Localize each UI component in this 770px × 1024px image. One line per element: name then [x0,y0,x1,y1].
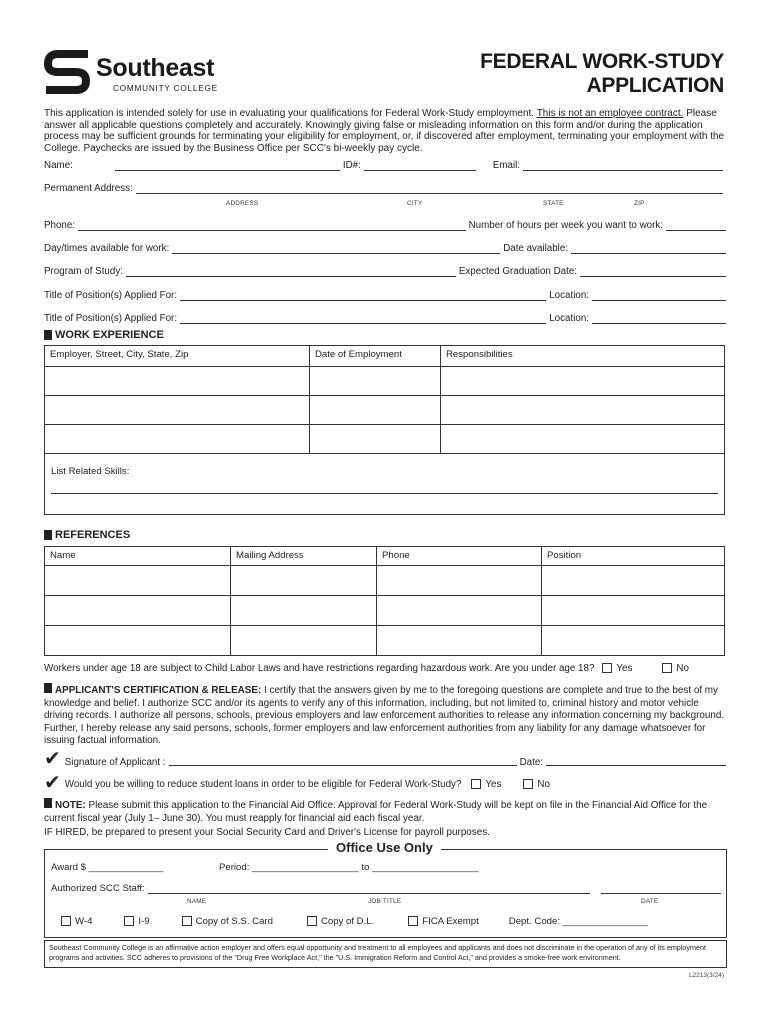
skills-cell[interactable] [45,454,725,515]
certification-text: I certify that the answers given by me to the foregoing questions are complete and true to the best of my knowledge and belief. I authorize SCC and/or its agents to verify any of this information, including, but not limited to, criminal history and motor vehicle driving records. I authorize all persons, schools, previous employers and law enforcement authorities to release any information concerning my background. Further, I hereby release any said persons, schools, former employers and law enforcement authorities from any liability for any damage whatsoever for issuing factual information. [44,685,725,747]
table-cell[interactable] [377,626,542,656]
city-sublabel: CITY [407,200,423,207]
age-yes-option[interactable] [602,663,632,674]
work-col-employer: Employer, Street, City, State, Zip [45,346,310,367]
loans-no-checkbox[interactable] [523,779,533,789]
program-row [44,266,726,277]
table-cell[interactable] [45,367,310,396]
intro-paragraph [44,108,728,154]
address-row [44,183,726,194]
loans-yes-checkbox[interactable] [471,779,481,789]
office-use-box [44,840,727,938]
skills-line [51,493,718,494]
ref-col-phone: Phone [377,547,542,566]
availability-row [44,243,726,254]
loans-yes-option[interactable] [471,779,501,790]
permanent-address-label: Permanent Address: [44,183,133,194]
zip-sublabel: ZIP [634,200,645,207]
section-marker-icon [44,683,52,693]
w4-label: W-4 [75,916,93,927]
table-row [45,626,725,656]
work-col-responsibilities: Responsibilities [441,346,725,367]
ss-card-option[interactable] [182,916,273,927]
table-cell[interactable] [377,596,542,626]
intro-text-1: This application is intended solely for use in evaluating your qualifications for Federal Work-Study employment. [44,108,535,119]
date-available-field[interactable] [571,243,726,254]
position-field-1[interactable] [180,290,546,301]
office-date-sublabel: DATE [641,898,659,905]
loans-question: Would you be willing to reduce student loans in order to be eligible for Federal Work-Study? [64,779,462,790]
signature-field[interactable] [169,755,517,766]
skills-label: List Related Skills: [51,466,130,477]
location-field-2[interactable] [592,313,726,324]
loans-yes-label: Yes [485,779,502,790]
name-row [44,160,726,171]
table-cell[interactable] [310,396,441,425]
hours-field[interactable] [666,220,726,231]
days-label: Day/times available for work: [44,243,170,254]
email-field[interactable] [523,160,723,171]
section-marker-icon [44,530,52,540]
dl-label: Copy of D.L. [320,916,375,927]
hours-label: Number of hours per week you want to work: [468,220,663,231]
award-field[interactable]: Award $ ______________ [51,862,164,873]
dl-checkbox[interactable] [307,916,317,926]
email-label: Email: [492,160,521,171]
table-cell[interactable] [377,566,542,596]
age-no-option[interactable] [662,663,689,674]
fica-checkbox[interactable] [408,916,418,926]
logo-subtitle: COMMUNITY COLLEGE [113,84,218,93]
intro-underlined: This is not an employee contract. [536,108,684,119]
position-row-2 [44,313,726,324]
i9-checkbox[interactable] [124,916,134,926]
name-field[interactable] [115,160,340,171]
table-row [45,425,725,454]
signature-date-label: Date: [519,757,543,768]
position-field-2[interactable] [180,313,546,324]
note-text: Please submit this application to the Financial Aid Office. Approval for Federal Work-Study will be kept on file in the Financial Aid Office for the current fiscal year (July 1– June 30). You must reapply for financial aid each fiscal year. [44,800,708,824]
fica-option[interactable] [408,916,479,927]
position-label-1: Title of Position(s) Applied For: [44,290,178,301]
office-use-heading: Office Use Only [328,840,441,855]
age-yes-checkbox[interactable] [602,663,612,673]
i9-option[interactable] [124,916,149,927]
table-cell[interactable] [542,596,725,626]
table-cell[interactable] [231,596,377,626]
signature-date-field[interactable] [546,755,726,766]
ss-card-checkbox[interactable] [182,916,192,926]
footer-disclaimer: Southeast Community College is an affirmative action employer and offers equal opportunity and treatment to all employees and applicants and does not discriminate in the operation of any of its employment programs and activities. SCC adheres to provisions of the "Drug Free Workplace Act," the "U.S. Immigration Reform and Control Act," and provides a smoke-free work environment. [44,940,727,968]
position-row-1 [44,290,726,301]
permanent-address-field[interactable] [136,183,723,194]
name-label: Name: [44,160,73,171]
age-no-checkbox[interactable] [662,663,672,673]
staff-name-field[interactable] [148,883,590,894]
skills-row [45,454,725,515]
i9-label: I-9 [138,916,150,927]
table-cell[interactable] [231,566,377,596]
title-line-2: APPLICATION [586,74,724,97]
table-row [45,396,725,425]
logo-name: Southeast [96,54,215,82]
college-logo-mark [44,48,90,96]
table-cell[interactable] [441,396,725,425]
location-label-2: Location: [549,313,589,324]
graduation-field[interactable] [580,266,726,277]
table-cell[interactable] [45,566,231,596]
references-heading [44,529,130,541]
age-yes-label: Yes [616,663,633,674]
phone-row [44,220,726,231]
program-field[interactable] [126,266,456,277]
fica-label: FICA Exempt [422,916,479,927]
loans-question-row [44,774,550,792]
hired-note: IF HIRED, be prepared to present your Social Security Card and Driver's License for payroll purposes. [44,827,490,838]
table-row [45,596,725,626]
certification-heading: APPLICANT'S CERTIFICATION & RELEASE: [55,685,262,696]
section-marker-icon [44,330,52,340]
w4-option[interactable] [61,916,92,927]
phone-field[interactable] [78,220,466,231]
office-name-sublabel: NAME [187,898,207,905]
id-label: ID#: [342,160,361,171]
position-label-2: Title of Position(s) Applied For: [44,313,178,324]
page-title [480,50,724,98]
dept-code-field[interactable]: Dept. Code: ________________ [508,916,649,927]
work-experience-title: WORK EXPERIENCE [55,329,164,341]
form-number: L2213(3/24) [688,972,724,979]
date-available-label: Date available: [503,243,568,254]
note-paragraph [44,798,728,825]
certification-paragraph [44,683,728,748]
work-experience-table [44,345,725,515]
checkmark-icon: ✔ [44,748,61,770]
ref-col-address: Mailing Address [231,547,377,566]
title-line-1: FEDERAL WORK-STUDY [480,50,724,73]
phone-label: Phone: [44,220,76,231]
age-question: Workers under age 18 are subject to Child Labor Laws and have restrictions regarding hazardous work. Are you under age 18? [44,663,595,674]
table-cell[interactable] [231,626,377,656]
id-field[interactable] [364,160,476,171]
table-row [45,367,725,396]
section-marker-icon [44,798,52,808]
state-sublabel: STATE [543,200,564,207]
w4-checkbox[interactable] [61,916,71,926]
ss-card-label: Copy of S.S. Card [195,916,273,927]
location-field-1[interactable] [592,290,726,301]
age-no-label: No [676,663,689,674]
ref-col-name: Name [45,547,231,566]
references-table [44,546,725,656]
location-label-1: Location: [549,290,589,301]
staff-date-field[interactable] [601,883,721,894]
table-cell[interactable] [45,425,310,454]
references-title: REFERENCES [55,529,131,541]
signature-row [44,750,726,768]
intro-text-2: Please answer all applicable questions completely and accurately. Knowingly giving false or misleading information on this form and/or during the application process may be sufficient grounds for terminating your eligibility for employment, or, if discovered after employment, terminating your employment with the College. Paychecks are issued by the Business Office per SCC's bi-weekly pay cycle. [44,108,725,154]
work-experience-heading [44,329,164,341]
ref-col-position: Position [542,547,725,566]
table-cell[interactable] [45,596,231,626]
loans-no-option[interactable] [523,779,550,790]
loans-no-label: No [537,779,550,790]
table-cell[interactable] [542,566,725,596]
table-cell[interactable] [441,367,725,396]
dl-option[interactable] [307,916,374,927]
office-checks-row [61,916,648,927]
table-cell[interactable] [45,626,231,656]
graduation-label: Expected Graduation Date: [458,266,577,277]
age-question-row [44,663,728,674]
table-cell[interactable] [441,425,725,454]
office-job-sublabel: JOB TITLE [368,898,402,905]
table-cell[interactable] [310,367,441,396]
table-row [45,566,725,596]
note-heading: NOTE: [55,800,86,811]
table-cell[interactable] [310,425,441,454]
signature-label: Signature of Applicant : [64,757,166,768]
staff-label: Authorized SCC Staff: [51,883,145,894]
staff-row [51,883,721,894]
table-cell[interactable] [542,626,725,656]
program-label: Program of Study: [44,266,123,277]
period-field[interactable]: Period: ____________________ to ____________________ [219,862,479,873]
table-cell[interactable] [45,396,310,425]
checkmark-icon: ✔ [44,772,61,794]
work-col-date: Date of Employment [310,346,441,367]
address-sublabel: ADDRESS [226,200,259,207]
days-field[interactable] [172,243,500,254]
